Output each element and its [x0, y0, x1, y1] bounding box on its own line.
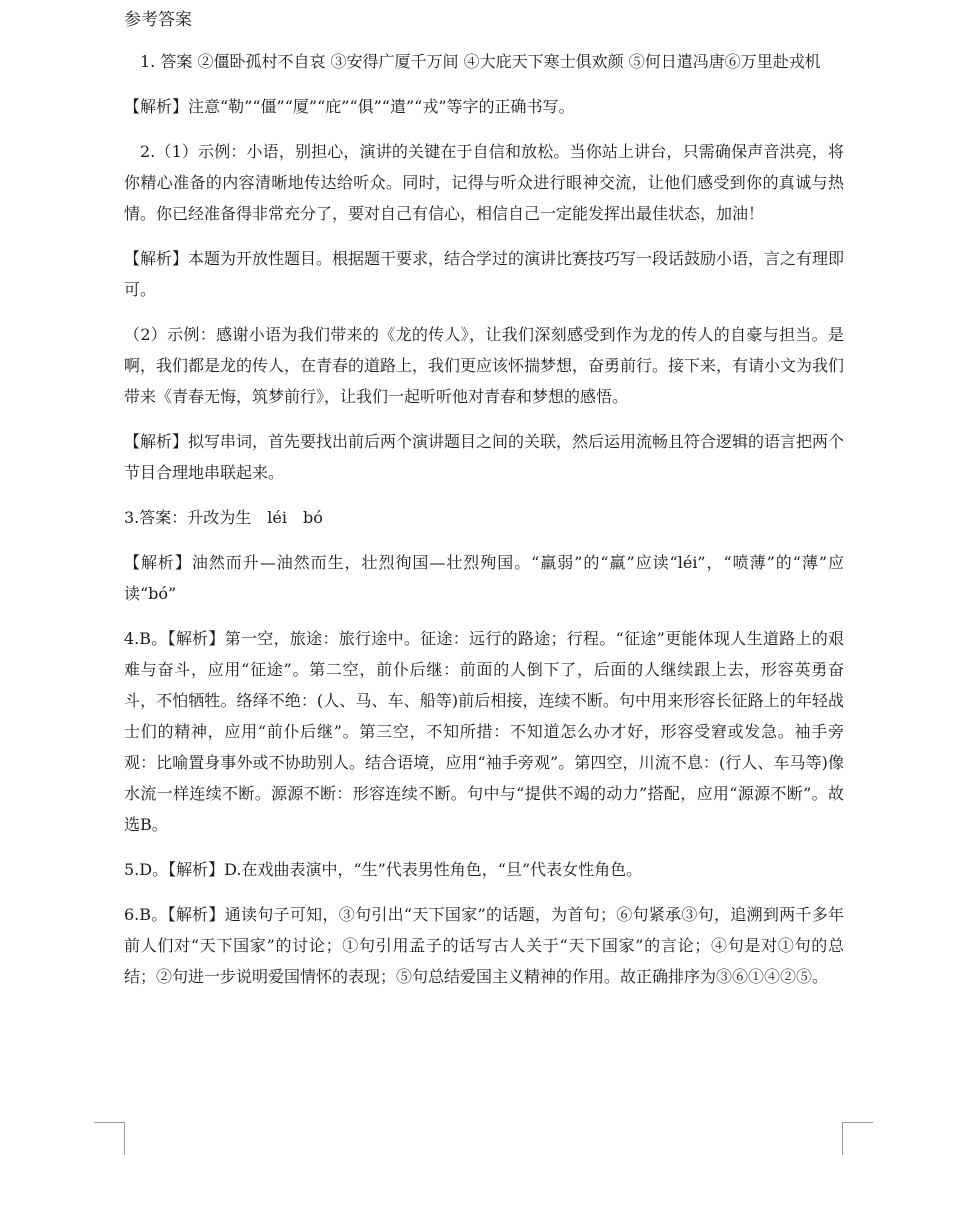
answer-4: 4.B。【解析】第一空，旅途：旅行途中。征途：远行的路途；行程。“征途”更能体现人生道路上的艰难与奋斗，应用“征途”。第二空，前仆后继：前面的人倒下了，后面的人继续跟上去，形容英勇奋斗，不怕牺牲。络绎不绝：(人、马、车、船等)前后相接，连续不断。句中用来形容长征路上的年轻战士们的精神，应用“前仆后继”。第三空，不知所措：不知道怎么办才好，形容受窘或发急。袖手旁观：比喻置身事外或不协助别人。结合语境，应用“袖手旁观”。第四空，川流不息：(行人、车马等)像水流一样连续不断。源源不断：形容连续不断。句中与“提供不竭的动力”搭配，应用“源源不断”。故选B。: [124, 629, 844, 834]
page-corner-mark-left: [94, 1122, 125, 1155]
analysis-1: 【解析】注意“勒”“僵”“厦”“庇”“俱”“遣”“戎”等字的正确书写。: [124, 97, 575, 116]
analysis-3: 【解析】油然而升—油然而生，壮烈徇国—壮烈殉国。“羸弱”的“羸”应读“léi”，“喷薄”的“薄”应读“bó”: [124, 553, 844, 603]
document-title: 参考答案: [124, 10, 192, 30]
analysis-2-2: 【解析】拟写串词，首先要找出前后两个演讲题目之间的关联，然后运用流畅且符合逻辑的语言把两个节目合理地串联起来。: [124, 432, 845, 482]
answer-6: 6.B。【解析】通读句子可知，③句引出“天下国家”的话题，为首句；⑥句紧承③句，追溯到两千多年前人们对“天下国家”的讨论；①句引用孟子的话写古人关于“天下国家”的言论；④句是对①句的总结；②句进一步说明爱国情怀的表现；⑤句总结爱国主义精神的作用。故正确排序为③⑥①④②⑤。: [124, 905, 844, 986]
answer-5: 5.D。【解析】D.在戏曲表演中，“生”代表男性角色，“旦”代表女性角色。: [124, 860, 643, 879]
answer-2-1: 2.（1）示例：小语，别担心，演讲的关键在于自信和放松。当你站上讲台，只需确保声音洪亮，将你精心准备的内容清晰地传达给听众。同时，记得与听众进行眼神交流，让他们感受到你的真诚与热情。你已经准备得非常充分了，要对自己有信心，相信自己一定能发挥出最佳状态，加油！: [124, 142, 844, 223]
analysis-2-1: 【解析】本题为开放性题目。根据题干要求，结合学过的演讲比赛技巧写一段话鼓励小语，言之有理即可。: [124, 249, 845, 299]
page-corner-mark-right: [842, 1122, 873, 1155]
document-page: [124, 6, 844, 1006]
answer-1: 1. 答案 ②僵卧孤村不自哀 ③安得广厦千万间 ④大庇天下寒士俱欢颜 ⑤何日遣冯唐⑥万里赴戎机: [140, 52, 821, 71]
answer-3: 3.答案：升改为生 léi bó: [124, 508, 323, 527]
answer-2-2: （2）示例：感谢小语为我们带来的《龙的传人》，让我们深刻感受到作为龙的传人的自豪与担当。是啊，我们都是龙的传人，在青春的道路上，我们更应该怀揣梦想，奋勇前行。接下来，有请小文为我们带来《青春无悔，筑梦前行》，让我们一起听听他对青春和梦想的感悟。: [124, 325, 845, 406]
